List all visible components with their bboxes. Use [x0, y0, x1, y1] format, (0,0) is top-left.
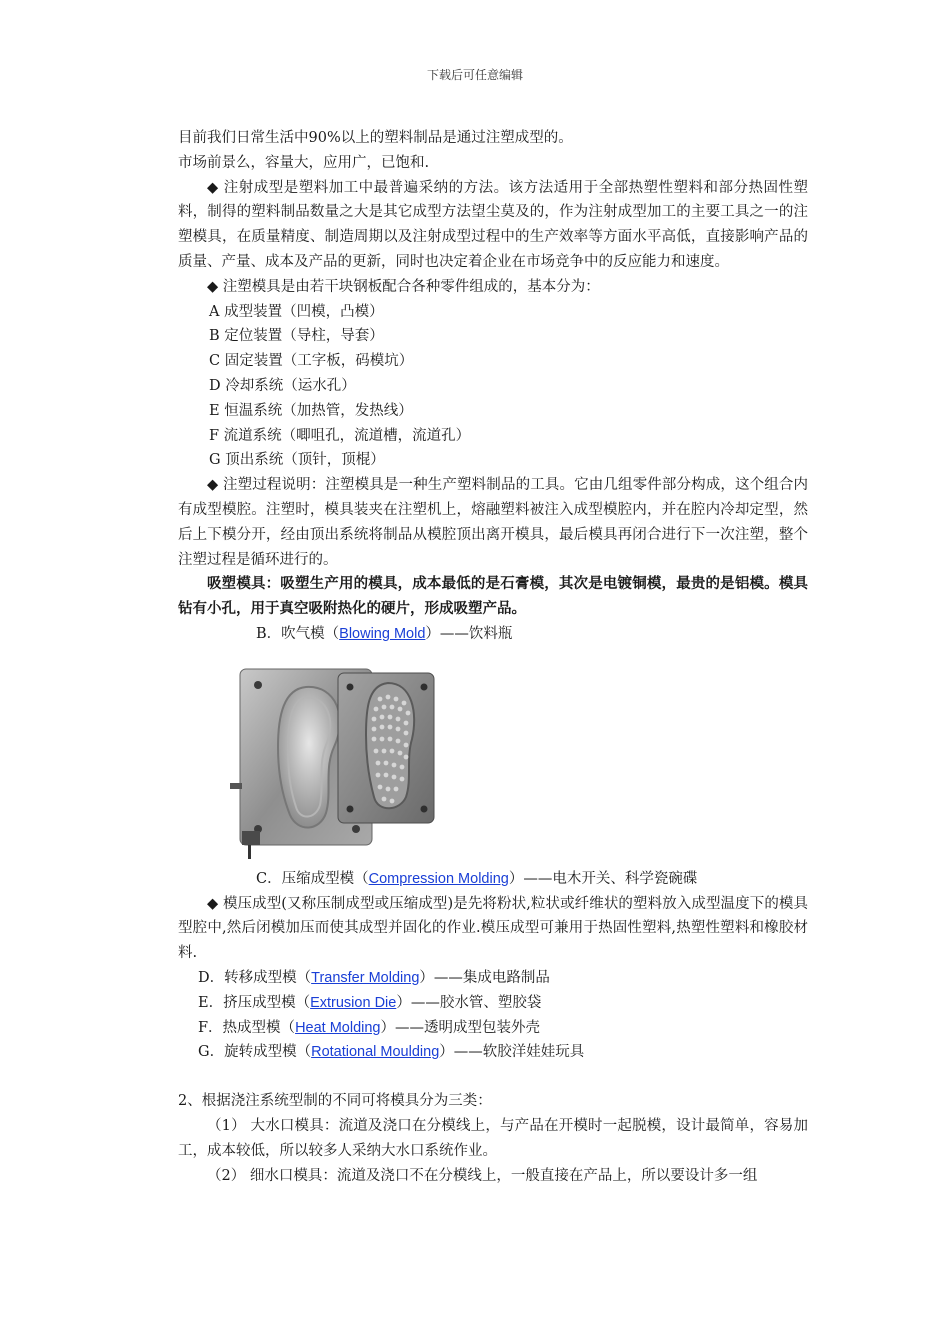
- paragraph-pin-gate: （2） 细水口模具：流道及浇口不在分模线上，一般直接在产品上，所以要设计多一组: [207, 1167, 758, 1184]
- mold-photo: [178, 655, 798, 863]
- transfer-mold-line: [178, 966, 808, 991]
- item-prefix: F．热成型模（: [198, 1019, 296, 1036]
- blowing-mold-line: [178, 622, 808, 647]
- list-item: G 顶出系统（顶针，顶棍）: [209, 452, 385, 469]
- section-2-heading: 2、根据浇注系统型制的不同可将模具分为三类：: [178, 1093, 492, 1110]
- compression-molding-link[interactable]: Compression Molding: [368, 870, 509, 887]
- item-prefix: G．旋转成型模（: [198, 1044, 312, 1061]
- paragraph-compression: ◆ 模压成型(又称压制成型或压缩成型)是先将粉状,粒状或纤维状的塑料放入成型温度下的模具型腔中,然后闭模加压而使其成型并固化的作业.模压成型可兼用于热固性塑料,热塑性塑料和橡胶材料.: [178, 895, 808, 962]
- item-suffix: ）——软胶洋娃娃玩具: [439, 1044, 585, 1061]
- paragraph-large-gate: （1） 大水口模具：流道及浇口在分模线上，与产品在开模时一起脱模，设计最简单，容易加工，成本较低，所以较多人采纳大水口系统作业。: [178, 1117, 808, 1159]
- item-prefix: D．转移成型模（: [198, 969, 312, 986]
- document-body: [178, 126, 808, 1188]
- heat-molding-link[interactable]: Heat Molding: [295, 1019, 381, 1036]
- list-item: D 冷却系统（运水孔）: [209, 377, 356, 394]
- item-suffix: ）——电木开关、科学瓷碗碟: [508, 870, 698, 887]
- page-header: 下载后可任意编辑: [426, 68, 523, 82]
- paragraph-mold-parts: ◆ 注塑模具是由若干块钢板配合各种零件组成的，基本分为：: [207, 278, 600, 295]
- item-suffix: ）——透明成型包装外壳: [380, 1019, 540, 1036]
- transfer-molding-link[interactable]: Transfer Molding: [311, 969, 420, 986]
- rotational-mold-line: [178, 1040, 808, 1065]
- item-suffix: ）——饮料瓶: [425, 625, 513, 642]
- spacer: [178, 1065, 808, 1089]
- rotational-moulding-link[interactable]: Rotational Moulding: [311, 1044, 440, 1061]
- paragraph-intro: 目前我们日常生活中90%以上的塑料制品是通过注塑成型的。: [178, 130, 573, 146]
- list-item: B 定位装置（导柱，导套）: [209, 328, 384, 345]
- paragraph-market: 市场前景么，容量大，应用广，已饱和.: [178, 154, 430, 171]
- item-prefix: B．吹气模（: [256, 625, 340, 642]
- list-item: C 固定装置（工字板，码模坑）: [209, 353, 414, 370]
- blowing-mold-link[interactable]: Blowing Mold: [339, 625, 426, 642]
- extrusion-die-line: [178, 991, 808, 1016]
- paragraph-vacuum-mold: 吸塑模具：吸塑生产用的模具，成本最低的是石膏模，其次是电镀铜模，最贵的是铝模。模具钻有小孔，用于真空吸附热化的硬片，形成吸塑产品。: [178, 575, 808, 618]
- item-prefix: E．挤压成型模（: [198, 994, 311, 1011]
- item-suffix: ）——集成电路制品: [419, 969, 550, 986]
- extrusion-die-link[interactable]: Extrusion Die: [310, 994, 397, 1011]
- item-suffix: ）——胶水管、塑胶袋: [396, 994, 542, 1011]
- list-item: A 成型装置（凹模，凸模）: [209, 303, 384, 320]
- list-item: F 流道系统（唧咀孔，流道槽，流道孔）: [209, 427, 471, 444]
- item-prefix: C．压缩成型模（: [256, 870, 369, 887]
- paragraph-injection: ◆ 注射成型是塑料加工中最普遍采纳的方法。该方法适用于全部热塑性塑料和部分热固性塑料，制得的塑料制品数量之大是其它成型方法望尘莫及的，作为注射成型加工的主要工具之一的注塑模具，在质量精度、制造周期以及注射成型过程中的生产效率等方面水平高低，直接影响产品的质量、产量、成本及产品的更新，同时也决定着企业在市场竞争中的反应能力和速度。: [178, 179, 808, 270]
- paragraph-process: ◆ 注塑过程说明：注塑模具是一种生产塑料制品的工具。它由几组零件部分构成，这个组合内有成型模腔。注塑时，模具装夹在注塑机上，熔融塑料被注入成型模腔内，并在腔内冷却定型，然后上下模分开，经由顶出系统将制品从模腔顶出离开模具，最后模具再闭合进行下一次注塑，整个注塑过程是循环进行的。: [178, 477, 808, 568]
- heat-mold-line: [178, 1016, 808, 1041]
- list-item: E 恒温系统（加热管，发热线）: [209, 402, 413, 419]
- shoe-mold-image: [208, 655, 468, 863]
- compression-mold-line: [178, 867, 808, 892]
